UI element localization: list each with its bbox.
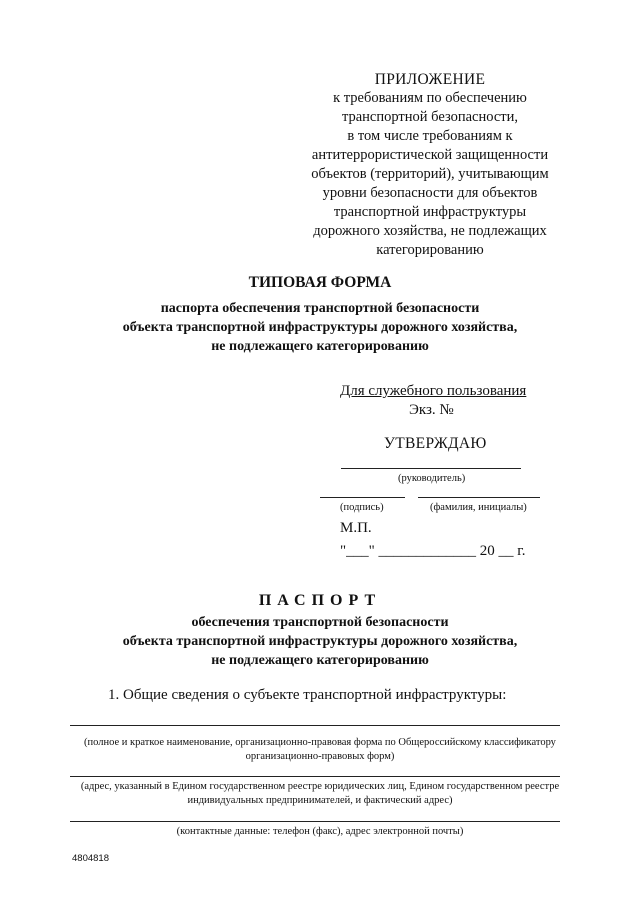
appendix-line: дорожного хозяйства, не подлежащих (313, 223, 547, 239)
form-title: ТИПОВАЯ ФОРМА (248, 274, 392, 291)
signature-line (320, 497, 405, 498)
form-subtitle-line: не подлежащего категорированию (211, 339, 429, 354)
caption-address: (адрес, указанный в Едином государственном реестре юридических лиц, Едином государственном реестре индивидуальных предпринимателей, и фактический адрес) (80, 781, 560, 806)
appendix-title: ПРИЛОЖЕНИЕ (374, 71, 486, 88)
form-subtitle-line: объекта транспортной инфраструктуры дорожного хозяйства, (122, 320, 518, 335)
document-number: 4804818 (72, 853, 109, 864)
approve-label: УТВЕРЖДАЮ (384, 435, 487, 452)
appendix-line: транспортной безопасности, (341, 109, 519, 125)
appendix-line: уровни безопасности для объектов (322, 185, 538, 201)
passport-subtitle-line: объекта транспортной инфраструктуры дорожного хозяйства, (122, 634, 518, 649)
head-caption: (руководитель) (398, 473, 466, 484)
approval-date: "___" _____________ 20 __ г. (340, 543, 526, 559)
seal-label: М.П. (340, 520, 372, 536)
form-subtitle (60, 299, 580, 356)
name-caption: (фамилия, инициалы) (430, 502, 527, 513)
appendix-line: объектов (территорий), учитывающим (311, 166, 549, 182)
form-subtitle-line: паспорта обеспечения транспортной безопасности (160, 301, 480, 316)
fill-line-contacts (70, 821, 560, 822)
appendix-line: к требованиям по обеспечению (333, 90, 527, 106)
name-line (418, 497, 540, 498)
passport-subtitle-line: не подлежащего категорированию (211, 653, 429, 668)
caption-name: (полное и краткое наименование, организационно-правовая форма по Общероссийскому классификатору организационно-правовых форм) (84, 737, 556, 762)
appendix-line: категорированию (376, 242, 484, 258)
passport-subtitle (60, 613, 580, 670)
copy-number-label: Экз. № (409, 402, 454, 418)
appendix-block (300, 70, 560, 260)
section1-heading: 1. Общие сведения о субъекте транспортной инфраструктуры: (108, 687, 507, 703)
caption-contacts: (контактные данные: телефон (факс), адрес электронной почты) (176, 826, 464, 837)
fill-line-name (70, 725, 560, 726)
appendix-line: антитеррористической защищенности (311, 147, 549, 163)
passport-title: ПАСПОРТ (258, 592, 382, 609)
signature-caption: (подпись) (340, 502, 384, 513)
fill-line-address (70, 776, 560, 777)
restriction-label: Для служебного пользования (340, 383, 527, 399)
passport-subtitle-line: обеспечения транспортной безопасности (191, 615, 449, 630)
appendix-line: транспортной инфраструктуры (333, 204, 527, 220)
appendix-line: в том числе требованиям к (347, 128, 513, 144)
head-signature-line (341, 468, 521, 469)
